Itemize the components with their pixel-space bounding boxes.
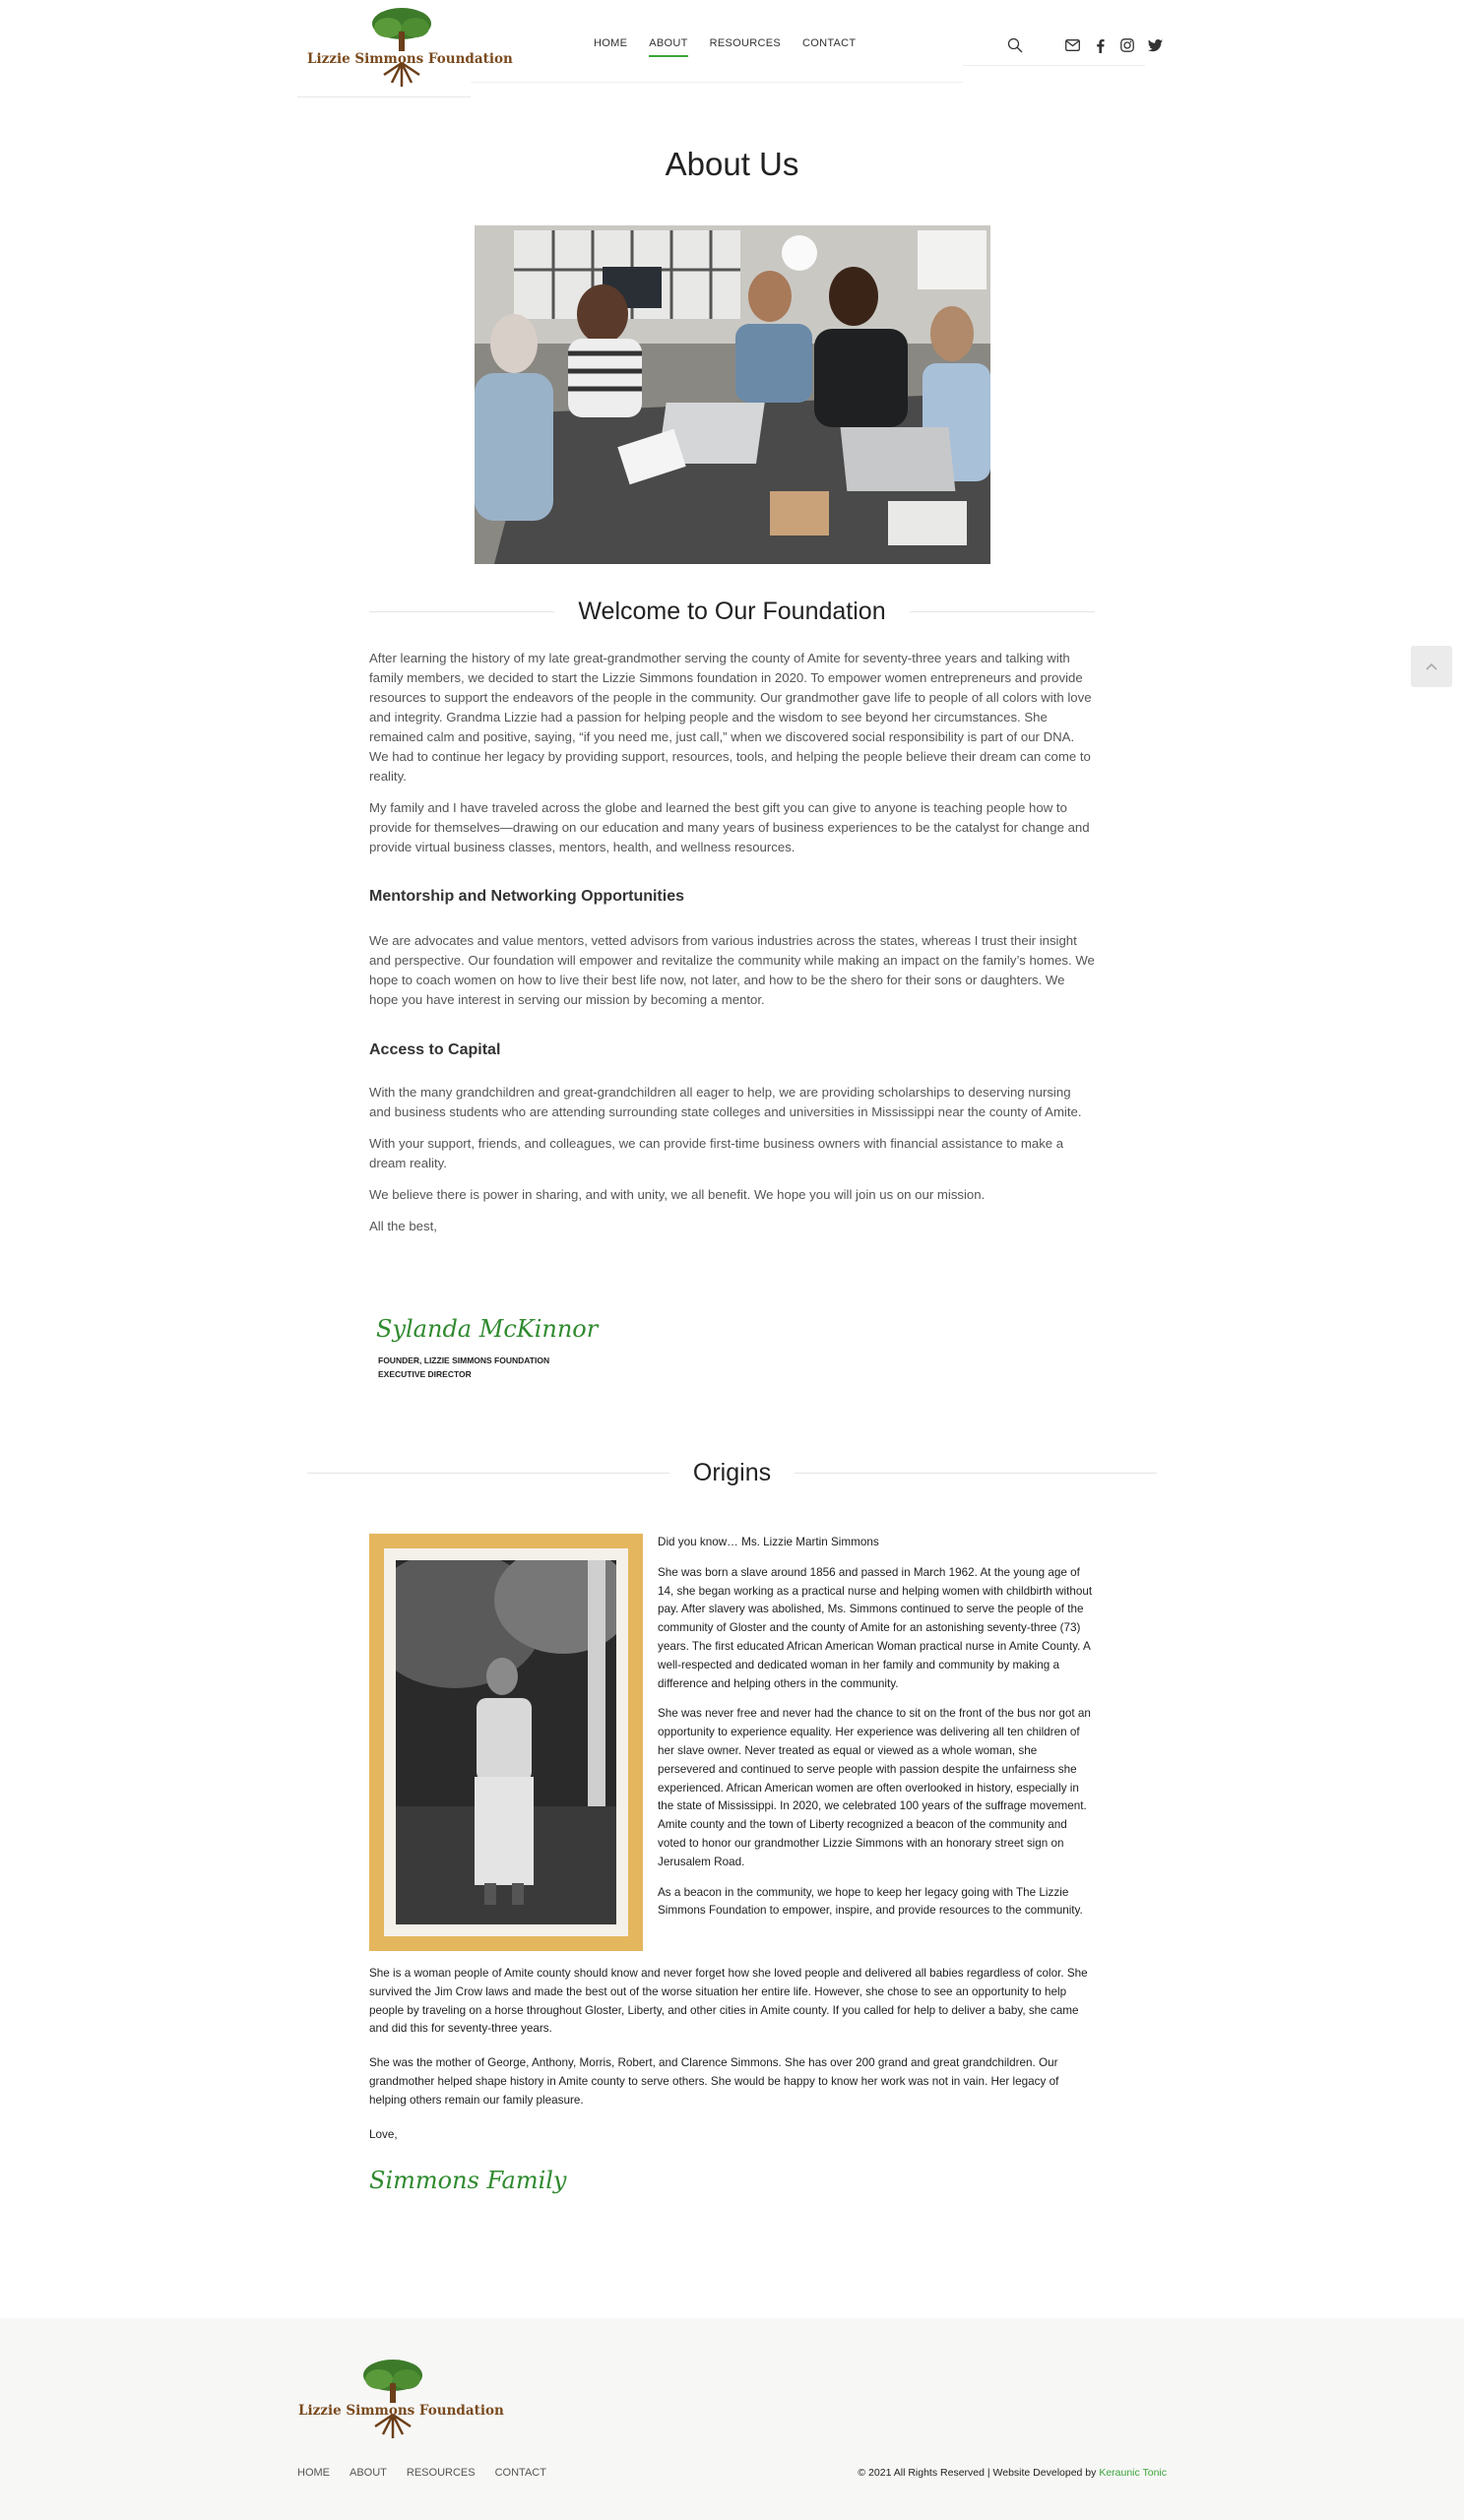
origins-intro: Did you know… Ms. Lizzie Martin Simmons — [658, 1536, 879, 1548]
founder-title-line: FOUNDER, LIZZIE SIMMONS FOUNDATION — [378, 1355, 550, 1365]
origins-heading: Origins — [692, 1459, 772, 1486]
footer-nav-contact[interactable]: CONTACT — [494, 2467, 546, 2479]
capital-text — [369, 1083, 1095, 1248]
welcome-paragraph: My family and I have traveled across the globe and learned the best gift you can give to anyone is teaching people how to provide for themselves—drawing on our education and many years of business experiences to be the catalyst for change and provide virtual business classes, mentors, health, and wellness resources. — [369, 800, 1090, 854]
capital-paragraph: We believe there is power in sharing, and with unity, we all benefit. We hope you will join us on our mission. — [369, 1187, 986, 1202]
welcome-heading: Welcome to Our Foundation — [578, 598, 886, 625]
header-divider — [963, 65, 1145, 66]
origins-heading-row — [307, 1459, 1157, 1487]
nav-home[interactable]: HOME — [594, 37, 628, 49]
logo-text: Lizzie Simmons Foundation — [307, 51, 513, 67]
facebook-icon[interactable] — [1091, 36, 1109, 54]
header-divider — [471, 82, 963, 83]
site-footer — [0, 2318, 1464, 2520]
divider-line — [307, 1473, 669, 1474]
chevron-up-icon — [1426, 662, 1437, 670]
footer-nav — [297, 2467, 546, 2479]
search-icon[interactable] — [1006, 36, 1024, 54]
tree-logo-icon — [353, 2358, 432, 2440]
mentorship-paragraph: We are advocates and value mentors, vetted advisors from various industries across the states, whereas I trust their insight and perspective. Our foundation will empower and revitalize the community while making an impact on the family’s homes. We hope to coach women on how to live their best life now, not later, and how to be the shero for their sons or daughters. We hope you have interest in serving our mission by becoming a mentor. — [369, 933, 1095, 1007]
main-nav — [594, 37, 856, 57]
origins-closing: Love, — [369, 2127, 398, 2141]
family-signature: Simmons Family — [369, 2167, 567, 2194]
origins-paragraph: She was the mother of George, Anthony, Morris, Robert, and Clarence Simmons. She has over 200 grand and great grandchildren. Our grandmother helped shape history in Amite county to serve others. She would be happy to know her work was not in vain. Her legacy of helping others remain our family pleasure. — [369, 2056, 1059, 2107]
header-icons — [1006, 36, 1164, 54]
origins-paragraph: She was never free and never had the chance to sit on the front of the bus nor got an opportunity to experience equality. Her experience was delivering all ten children of her slave owner. Never treated as equal or viewed as a whole woman, she persevered and continued to serve people with passion despite the unfairness she experienced. African American women are often overlooked in history, especially in the state of Mississippi. In 2020, we celebrated 100 years of the suffrage movement. Amite county and the town of Liberty recognized a beacon of the community and voted to honor our grandmother Lizzie Simmons with an honorary street sign on Jerusalem Road. — [658, 1707, 1091, 1868]
header-divider — [297, 96, 471, 97]
capital-paragraph: With your support, friends, and colleagues, we can provide first-time business owners with financial assistance to make a dream reality. — [369, 1136, 1064, 1170]
divider-line — [369, 611, 554, 612]
site-logo[interactable] — [307, 6, 513, 89]
capital-paragraph: With the many grandchildren and great-grandchildren all eager to help, we are providing scholarships to deserving nursing and business students who are attending surrounding state colleges and universities in Mississippi near the county of Amite. — [369, 1085, 1082, 1119]
origins-side-text — [658, 1534, 1095, 1932]
founder-title — [378, 1354, 549, 1381]
footer-logo[interactable] — [298, 2358, 504, 2440]
capital-paragraph: All the best, — [369, 1219, 437, 1233]
copyright — [858, 2467, 1167, 2479]
logo-text: Lizzie Simmons Foundation — [298, 2403, 504, 2419]
welcome-text — [369, 649, 1095, 869]
capital-heading: Access to Capital — [369, 1041, 501, 1058]
mentorship-text — [369, 931, 1095, 1022]
footer-nav-about[interactable]: ABOUT — [350, 2467, 387, 2479]
footer-nav-home[interactable]: HOME — [297, 2467, 330, 2479]
nav-resources[interactable]: RESOURCES — [709, 37, 781, 49]
copyright-text: © 2021 All Rights Reserved | Website Developed by — [858, 2467, 1100, 2479]
mentorship-heading: Mentorship and Networking Opportunities — [369, 888, 684, 905]
developer-link[interactable]: Keraunic Tonic — [1099, 2467, 1167, 2479]
origins-full-text — [369, 1965, 1095, 2160]
welcome-paragraph: After learning the history of my late great-grandmother serving the county of Amite for seventy-three years and talking with family members, we decided to start the Lizzie Simmons foundation in 2020. To empower women entrepreneurs and provide resources to support the endeavors of the people in the community. Our grandmother gave life to people of all colors with love and integrity. Grandma Lizzie had a passion for helping people and the wisdom to see beyond her circumstances. She remained calm and positive, saying, “if you need me, just call,” when we discovered social responsibility is part of our DNA. We had to continue her legacy by providing support, resources, tools, and helping the people believe their dream can come to reality. — [369, 651, 1092, 784]
mail-icon[interactable] — [1063, 36, 1081, 54]
origins-paragraph: She was born a slave around 1856 and passed in March 1962. At the young age of 14, she began working as a practical nurse and helping women with childbirth without pay. After slavery was abolished, Ms. Simmons continued to serve the people of the community of Gloster and the county of Amite for an astonishing seventy-three (73) years. The first educated African American Woman practical nurse in Amite County. A well-respected and dedicated woman in her family and community by making a difference and helping others in the community. — [658, 1565, 1093, 1690]
page-title: About Us — [665, 146, 799, 182]
founder-signature: Sylanda McKinnor — [376, 1315, 599, 1343]
origins-paragraph: She is a woman people of Amite county should know and never forget how she loved people and delivered all babies regardless of color. She survived the Jim Crow laws and made the best out of the worse situation her entire life. However, she chose to see an opportunity to help people by traveling on a horse throughout Gloster, Liberty, and other cities in Amite county. If you called for help to deliver a baby, she came and did this for seventy-three years. — [369, 1967, 1088, 2036]
historical-portrait — [369, 1534, 643, 1951]
origins-paragraph: As a beacon in the community, we hope to keep her legacy going with The Lizzie Simmons Foundation to empower, inspire, and provide resources to the community. — [658, 1885, 1083, 1918]
hero-image — [475, 225, 990, 564]
nav-contact[interactable]: CONTACT — [802, 37, 857, 49]
twitter-icon[interactable] — [1146, 36, 1164, 54]
site-header — [0, 0, 1464, 98]
founder-title-line: EXECUTIVE DIRECTOR — [378, 1369, 472, 1379]
tree-logo-icon — [362, 6, 441, 89]
footer-nav-resources[interactable]: RESOURCES — [406, 2467, 476, 2479]
scroll-to-top-button[interactable] — [1411, 646, 1452, 687]
instagram-icon[interactable] — [1118, 36, 1136, 54]
welcome-heading-row — [369, 598, 1095, 626]
nav-about[interactable]: ABOUT — [649, 37, 687, 57]
divider-line — [795, 1473, 1157, 1474]
divider-line — [910, 611, 1095, 612]
